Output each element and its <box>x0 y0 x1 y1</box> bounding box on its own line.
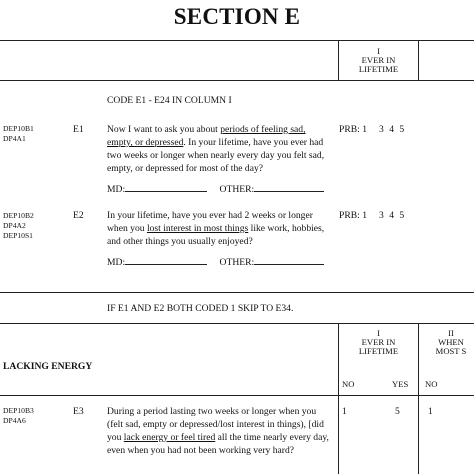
e3-col-ii-value[interactable]: 1 <box>428 406 433 417</box>
question-emphasis: lost interest in most things <box>146 223 249 234</box>
prb-label: PRB: 1 <box>339 124 367 135</box>
item-e1-question <box>107 123 331 175</box>
prb-codes: 3 4 5 <box>379 210 405 221</box>
item-e3-codes <box>3 406 34 426</box>
other-label: OTHER: <box>219 257 255 268</box>
col-i-right-border <box>418 40 419 81</box>
item-e2-codes <box>3 211 34 241</box>
question-text: During a period lasting two weeks or longer when you (felt sad, empty or depressed/lost interest in things), [did you <box>107 406 324 443</box>
section-heading: LACKING ENERGY <box>3 361 93 372</box>
col-ii-most: MOST S <box>435 346 467 356</box>
item-e2-question <box>107 209 331 248</box>
item-e1-prb <box>339 123 404 136</box>
question-text: like work, hobbies, and other things you usually enjoyed? <box>107 223 325 247</box>
section-divider-1 <box>0 292 474 293</box>
col-i-ever-in: EVER IN <box>361 55 396 65</box>
item-e1-md-line <box>107 182 324 196</box>
other-blank[interactable] <box>254 182 324 192</box>
item-e3-question <box>107 405 331 457</box>
item-e2-md-line <box>107 255 324 269</box>
md-label: MD: <box>107 184 126 195</box>
header-divider-2 <box>0 395 474 396</box>
question-text: all the time nearly every day, even when you had not been working very hard? <box>107 432 329 456</box>
col-i-lifetime: LIFETIME <box>358 346 399 356</box>
item-code: DEP10B2 <box>3 211 34 220</box>
col-i-no-label: NO <box>342 379 355 389</box>
e3-yes-value[interactable]: 5 <box>395 406 400 417</box>
question-text: In your lifetime, have you ever had 2 weeks or longer when you <box>107 210 313 234</box>
md-label: MD: <box>107 257 126 268</box>
item-code: DP4A1 <box>3 134 26 143</box>
other-blank[interactable] <box>254 255 324 265</box>
item-e2-number: E2 <box>73 210 84 221</box>
col-i-lifetime: LIFETIME <box>358 64 399 74</box>
other-label: OTHER: <box>219 184 255 195</box>
e3-no-value[interactable]: 1 <box>342 406 347 417</box>
item-code: DEP10B1 <box>3 124 34 133</box>
col-i-header <box>339 46 418 75</box>
item-code: DEP10S1 <box>3 231 33 240</box>
col-ii-no-label: NO <box>425 379 438 389</box>
col-i-roman: I <box>377 46 380 56</box>
header-divider <box>0 80 474 81</box>
question-text: Now I want to ask you about <box>107 124 221 135</box>
col-ii-roman: II <box>448 328 454 338</box>
col-ii-header <box>419 328 474 357</box>
table-top-border <box>0 40 474 41</box>
question-text: . In your lifetime, have you ever had two weeks or longer when nearly every day you felt sad, empty, or depressed for most of the day? <box>107 137 325 174</box>
item-code: DEP10B3 <box>3 406 34 415</box>
question-emphasis: lack energy or feel tired <box>123 432 216 443</box>
col-i-roman: I <box>377 328 380 338</box>
item-e1-codes <box>3 124 34 144</box>
section-divider-2 <box>0 323 474 324</box>
prb-codes: 3 4 5 <box>379 124 405 135</box>
item-e2-prb <box>339 209 404 222</box>
item-e3-number: E3 <box>73 406 84 417</box>
item-e1-number: E1 <box>73 124 84 135</box>
prb-label: PRB: 1 <box>339 210 367 221</box>
col-i-header-2 <box>339 328 418 357</box>
col-i-ever-in: EVER IN <box>361 337 396 347</box>
md-blank[interactable] <box>125 255 207 265</box>
skip-instruction: IF E1 AND E2 BOTH CODED 1 SKIP TO E34. <box>107 303 294 314</box>
section-title: SECTION E <box>173 4 301 29</box>
item-code: DP4A6 <box>3 416 26 425</box>
md-blank[interactable] <box>125 182 207 192</box>
col-i-yes-label: YES <box>392 379 409 389</box>
col-ii-when: WHEN <box>438 337 464 347</box>
code-instruction: CODE E1 - E24 IN COLUMN I <box>107 95 232 106</box>
question-emphasis: periods of feeling sad, empty, or depressed <box>107 124 306 148</box>
item-code: DP4A2 <box>3 221 26 230</box>
